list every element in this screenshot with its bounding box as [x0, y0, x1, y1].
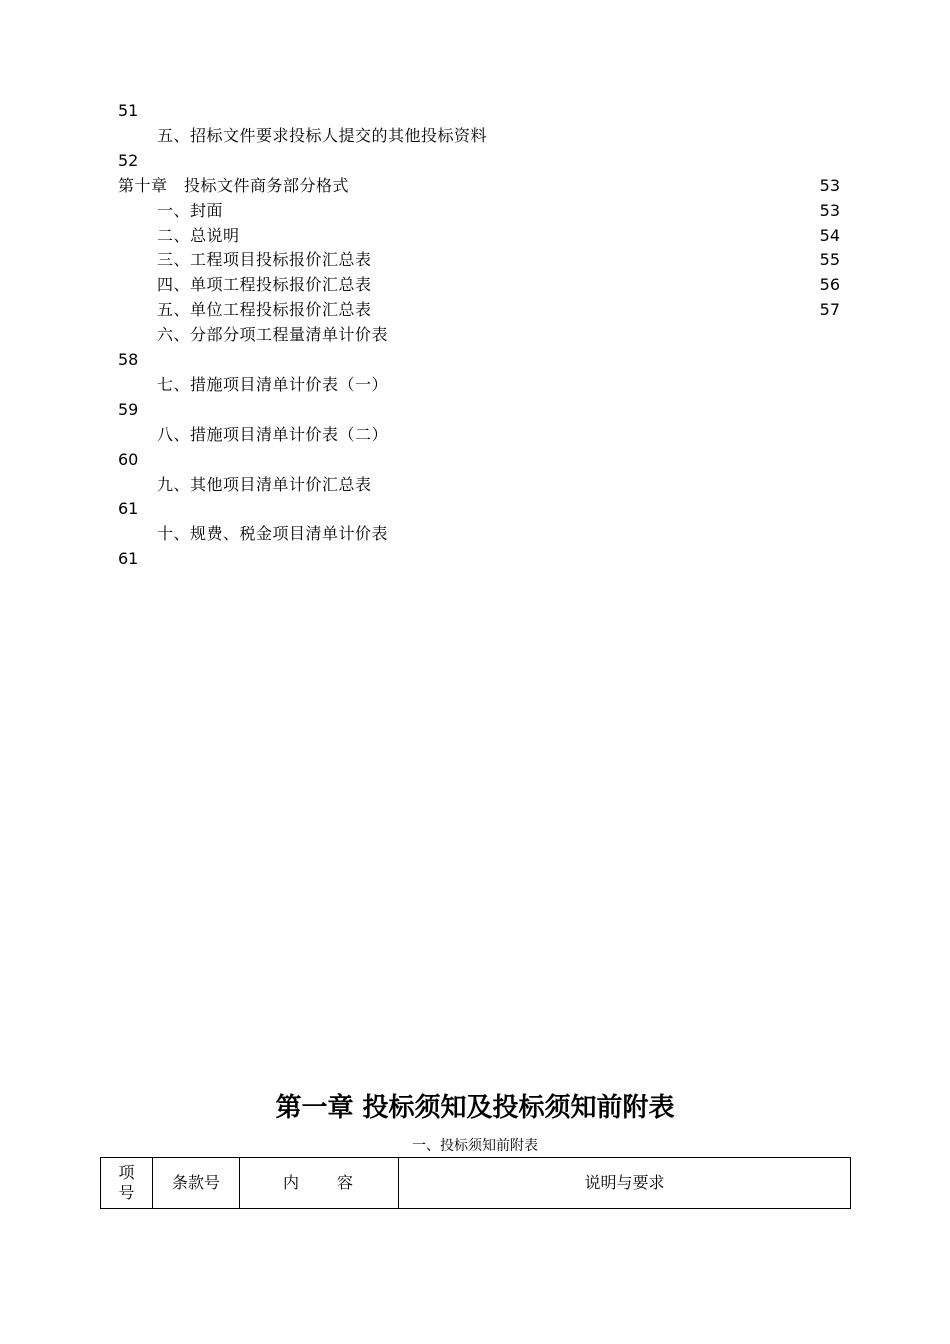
- toc-page-number: 52: [118, 151, 139, 170]
- toc-dot-leader: [390, 374, 838, 396]
- toc-entry-page: 53: [819, 201, 840, 220]
- toc-page-number: 51: [118, 101, 139, 120]
- toc-entry-page: 54: [819, 226, 840, 245]
- toc-entry-title: 五、招标文件要求投标人提交的其他投标资料: [157, 126, 488, 145]
- toc-entry-title: 九、其他项目清单计价汇总表: [157, 475, 372, 494]
- header-item-number: [101, 1158, 153, 1209]
- toc-entry[interactable]: [157, 474, 840, 496]
- toc-entry-page: 56: [819, 275, 840, 294]
- toc-entry[interactable]: [157, 274, 840, 296]
- toc-entry-title: 第十章 投标文件商务部分格式: [118, 176, 350, 195]
- toc-entry-page: 53: [819, 176, 840, 195]
- toc-page-number: 59: [118, 400, 139, 419]
- header-item-line1: 项: [118, 1163, 135, 1182]
- toc-entry-title: 五、单位工程投标报价汇总表: [157, 300, 372, 319]
- table-header-row: [101, 1158, 851, 1209]
- chapter-title: 第一章 投标须知及投标须知前附表: [275, 1093, 675, 1123]
- toc-entry-page: 57: [819, 300, 840, 319]
- toc-dot-leader: [225, 200, 818, 222]
- toc-entry-title: 二、总说明: [157, 226, 240, 245]
- toc-dot-leader: [374, 299, 818, 321]
- bid-notice-prefix-table: [100, 1157, 851, 1209]
- toc-entry[interactable]: [157, 299, 840, 321]
- toc-entry-title: 十、规费、税金项目清单计价表: [157, 524, 389, 543]
- toc-chapter-entry[interactable]: [118, 175, 840, 197]
- toc-entry[interactable]: [157, 324, 840, 346]
- toc-dot-leader: [489, 125, 838, 147]
- toc-dot-leader: [390, 523, 838, 545]
- toc-dot-leader: [374, 474, 838, 496]
- toc-dot-leader: [351, 175, 818, 197]
- toc-entry[interactable]: [157, 249, 840, 271]
- section-title: 一、投标须知前附表: [412, 1138, 538, 1154]
- toc-entry-title: 一、封面: [157, 201, 224, 220]
- toc-entry[interactable]: [157, 424, 840, 446]
- header-clause-number: 条款号: [153, 1158, 240, 1209]
- toc-entry-title: 七、措施项目清单计价表（一）: [157, 375, 389, 394]
- toc-dot-leader: [390, 324, 838, 346]
- toc-entry[interactable]: [157, 374, 840, 396]
- toc-entry-title: 四、单项工程投标报价汇总表: [157, 275, 372, 294]
- toc-entry-title: 八、措施项目清单计价表（二）: [157, 425, 389, 444]
- toc-entry[interactable]: [157, 523, 840, 545]
- toc-page-number: 60: [118, 450, 139, 469]
- header-description: 说明与要求: [399, 1158, 851, 1209]
- toc-page-number: 61: [118, 549, 139, 568]
- toc-entry[interactable]: [157, 125, 840, 147]
- toc-entry[interactable]: [157, 200, 840, 222]
- toc-page-number: 58: [118, 350, 139, 369]
- toc-dot-leader: [242, 225, 818, 247]
- toc-entry[interactable]: [157, 225, 840, 247]
- toc-dot-leader: [374, 274, 818, 296]
- toc-dot-leader: [374, 249, 818, 271]
- toc-dot-leader: [390, 424, 838, 446]
- toc-page-number: 61: [118, 499, 139, 518]
- toc-entry-title: 三、工程项目投标报价汇总表: [157, 250, 372, 269]
- header-item-line2: 号: [118, 1183, 135, 1202]
- toc-entry-title: 六、分部分项工程量清单计价表: [157, 325, 389, 344]
- header-content: 内 容: [240, 1158, 399, 1209]
- toc-entry-page: 55: [819, 250, 840, 269]
